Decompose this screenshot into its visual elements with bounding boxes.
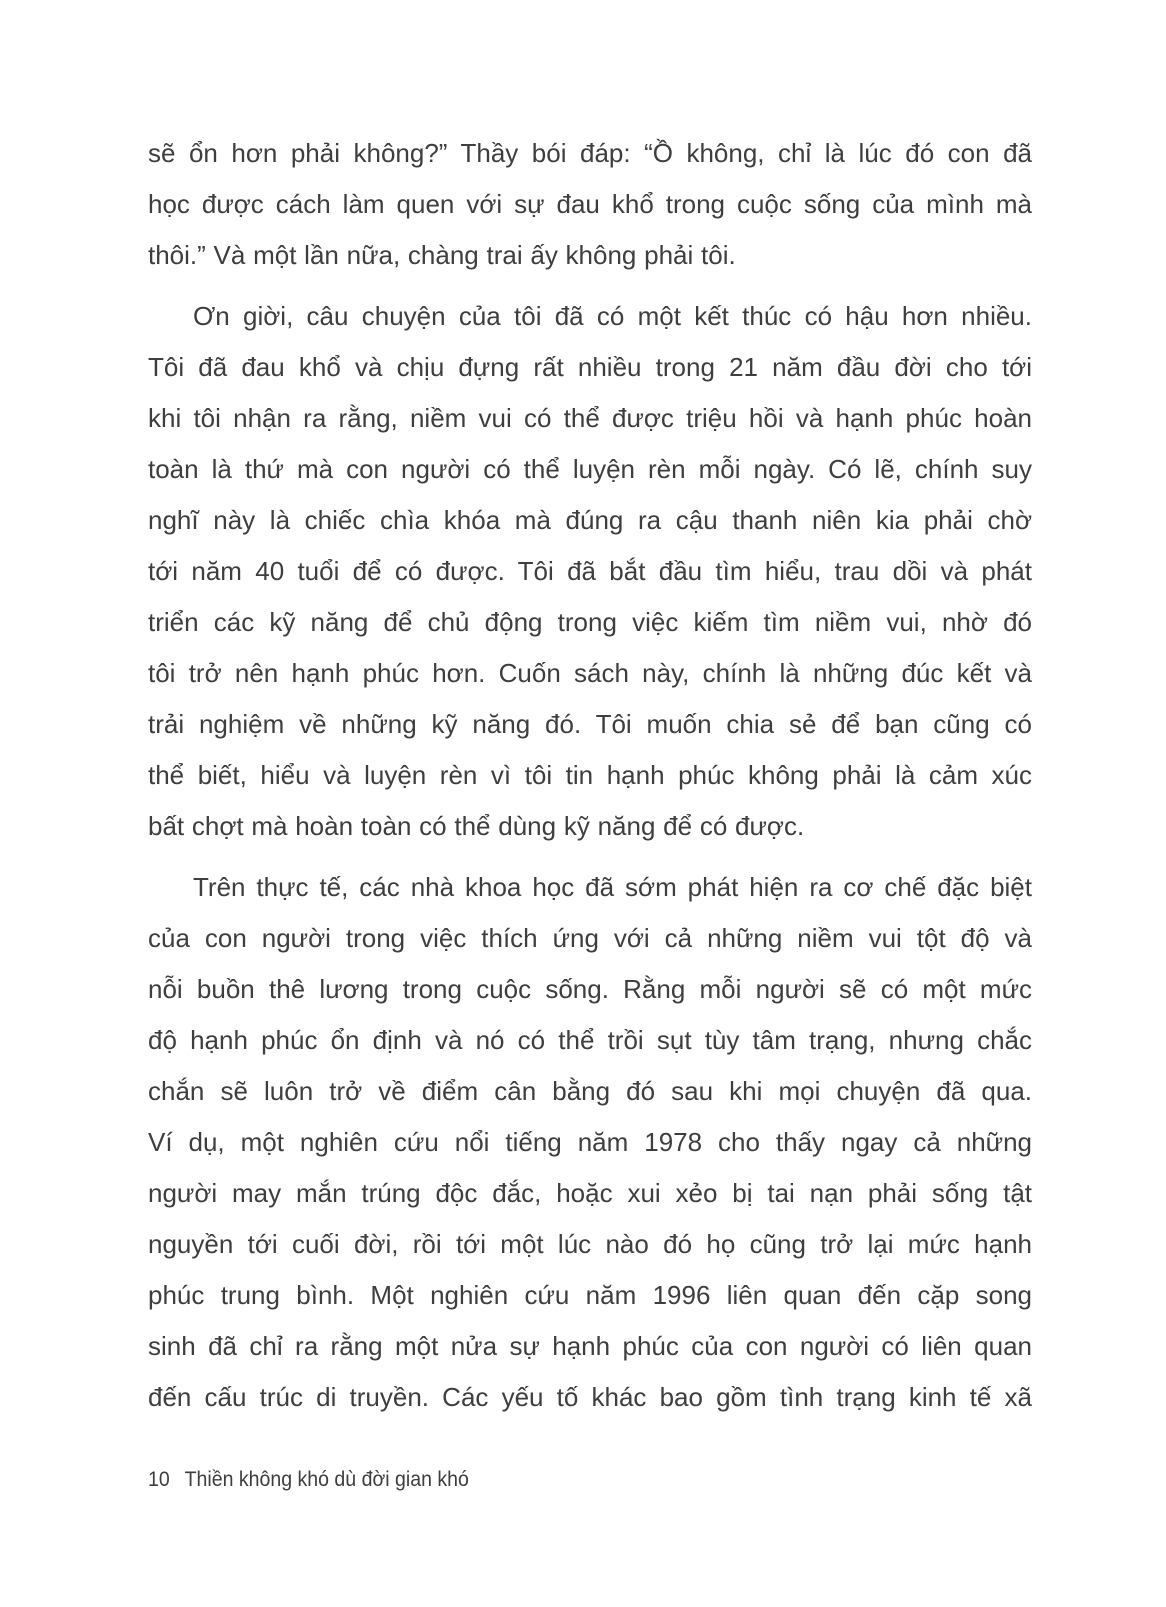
text-line: người may mắn trúng độc đắc, hoặc xui xẻo bị tai nạn phải sống tật xyxy=(148,1178,1032,1208)
text-line: sẽ ổn hơn phải không?” Thầy bói đáp: “Ồ không, chỉ là lúc đó con đã xyxy=(148,138,1032,168)
text-line: đến cấu trúc di truyền. Các yếu tố khác bao gồm tình trạng kinh tế xã xyxy=(148,1382,1032,1412)
text-line: tới năm 40 tuổi để có được. Tôi đã bắt đầu tìm hiểu, trau dồi và phát xyxy=(148,556,1032,586)
text-line: chắn sẽ luôn trở về điểm cân bằng đó sau khi mọi chuyện đã qua. xyxy=(148,1076,1032,1106)
text-line: khi tôi nhận ra rằng, niềm vui có thể được triệu hồi và hạnh phúc hoàn xyxy=(148,403,1032,433)
page-footer xyxy=(148,1468,469,1492)
text-line: nghĩ này là chiếc chìa khóa mà đúng ra cậu thanh niên kia phải chờ xyxy=(148,505,1032,535)
page-number: 10 xyxy=(148,1468,170,1491)
text-line: thể biết, hiểu và luyện rèn vì tôi tin hạnh phúc không phải là cảm xúc xyxy=(148,760,1032,790)
text-line: toàn là thứ mà con người có thể luyện rèn mỗi ngày. Có lẽ, chính suy xyxy=(148,454,1032,484)
running-title: Thiền không khó dù đời gian khó xyxy=(184,1468,469,1491)
text-line: thôi.” Và một lần nữa, chàng trai ấy không phải tôi. xyxy=(148,240,736,270)
text-line: Trên thực tế, các nhà khoa học đã sớm phát hiện ra cơ chế đặc biệt xyxy=(193,872,1032,902)
text-line: nỗi buồn thê lương trong cuộc sống. Rằng mỗi người sẽ có một mức xyxy=(148,974,1032,1004)
text-line: tôi trở nên hạnh phúc hơn. Cuốn sách này, chính là những đúc kết và xyxy=(148,658,1032,688)
paragraph xyxy=(148,291,1032,852)
text-line: trải nghiệm về những kỹ năng đó. Tôi muốn chia sẻ để bạn cũng có xyxy=(148,709,1032,739)
text-line: độ hạnh phúc ổn định và nó có thể trồi sụt tùy tâm trạng, nhưng chắc xyxy=(148,1025,1032,1055)
text-line: Ví dụ, một nghiên cứu nổi tiếng năm 1978 cho thấy ngay cả những xyxy=(148,1127,1032,1157)
text-line: của con người trong việc thích ứng với cả những niềm vui tột độ và xyxy=(148,923,1032,953)
text-line: bất chợt mà hoàn toàn có thể dùng kỹ năng để có được. xyxy=(148,811,805,841)
paragraph xyxy=(148,862,1032,1423)
text-line: Tôi đã đau khổ và chịu đựng rất nhiều trong 21 năm đầu đời cho tới xyxy=(148,352,1032,382)
text-line: nguyền tới cuối đời, rồi tới một lúc nào đó họ cũng trở lại mức hạnh xyxy=(148,1229,1032,1259)
text-line: học được cách làm quen với sự đau khổ trong cuộc sống của mình mà xyxy=(148,189,1032,219)
text-line: triển các kỹ năng để chủ động trong việc kiếm tìm niềm vui, nhờ đó xyxy=(148,607,1032,637)
paragraph xyxy=(148,128,1032,281)
body-text xyxy=(148,128,1032,1433)
text-line: sinh đã chỉ ra rằng một nửa sự hạnh phúc của con người có liên quan xyxy=(148,1331,1032,1361)
text-line: Ơn giời, câu chuyện của tôi đã có một kết thúc có hậu hơn nhiều. xyxy=(193,301,1032,331)
text-line: phúc trung bình. Một nghiên cứu năm 1996 liên quan đến cặp song xyxy=(148,1280,1032,1310)
